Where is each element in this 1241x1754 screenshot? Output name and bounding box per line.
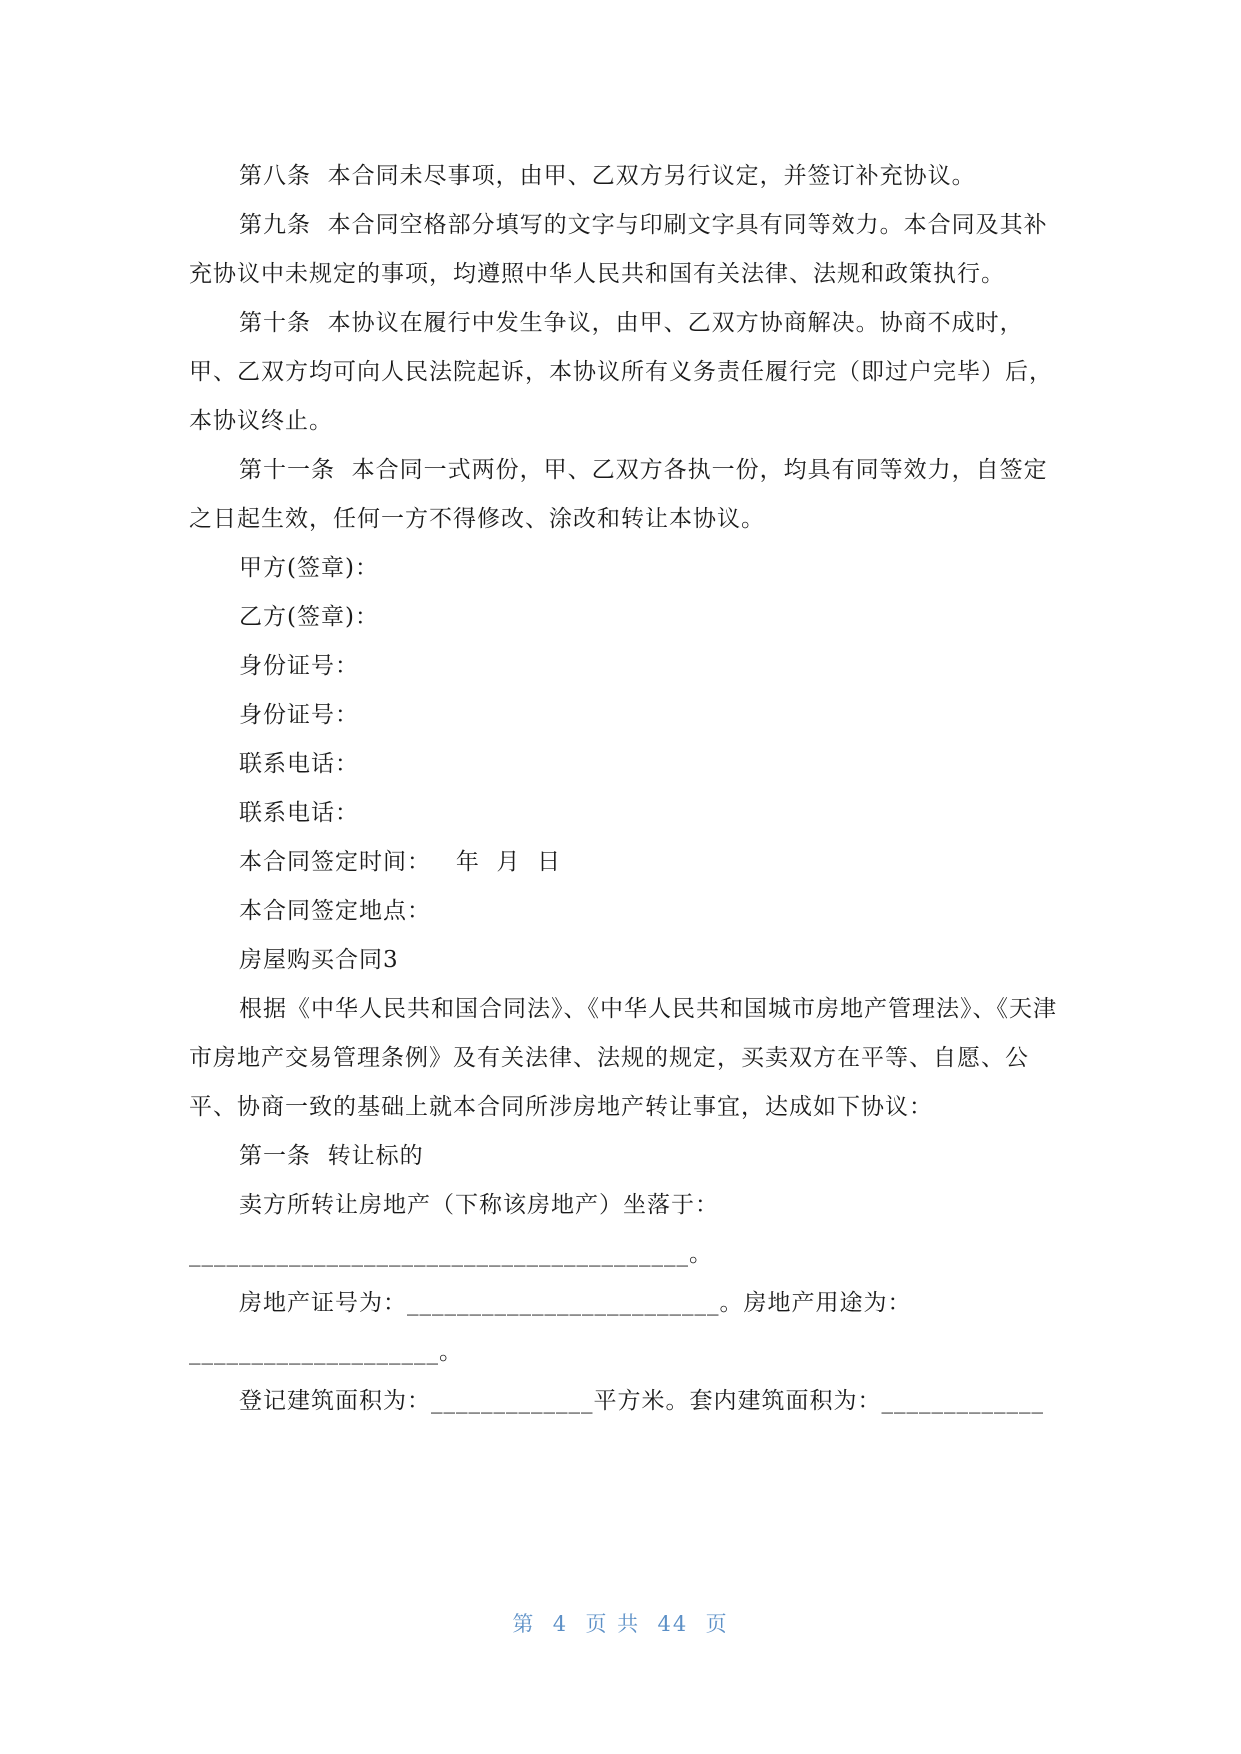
certificate-and-use-line: 房地产证号为：_________________________。房地产用途为：____________________。 — [189, 1290, 912, 1365]
signing-place-line: 本合同签定地点： — [239, 898, 431, 924]
page-number-footer: 第 4 页 共 44 页 — [512, 1612, 729, 1636]
document-body — [189, 152, 1059, 1426]
article-8-paragraph: 第八条 本合同未尽事项，由甲、乙双方另行议定，并签订补充协议。 — [239, 163, 976, 189]
signing-date-line: 本合同签定时间： 年 月 日 — [239, 849, 562, 875]
property-location-label: 卖方所转让房地产（下称该房地产）坐落于： — [239, 1192, 719, 1218]
section-heading: 房屋购买合同3 — [239, 947, 399, 973]
article-10-paragraph: 第十条 本协议在履行中发生争议，由甲、乙双方协商解决。协商不成时，甲、乙双方均可向人民法院起诉，本协议所有义务责任履行完（即过户完毕）后，本协议终止。 — [189, 310, 1053, 434]
article-1-heading: 第一条 转让标的 — [239, 1143, 424, 1169]
preamble-paragraph: 根据《中华人民共和国合同法》、《中华人民共和国城市房地产管理法》、《天津市房地产交易管理条例》及有关法律、法规的规定，买卖双方在平等、自愿、公平、协商一致的基础上就本合同所涉房地产转让事宜，达成如下协议： — [189, 996, 1057, 1120]
party-b-signature-line: 乙方(签章)： — [239, 604, 379, 630]
id-number-line: 身份证号： — [239, 653, 359, 679]
party-a-signature-line: 甲方(签章)： — [239, 555, 379, 581]
article-9-paragraph: 第九条 本合同空格部分填写的文字与印刷文字具有同等效力。本合同及其补充协议中未规定的事项，均遵照中华人民共和国有关法律、法规和政策执行。 — [189, 212, 1048, 287]
phone-line: 联系电话： — [239, 751, 359, 777]
phone-line: 联系电话： — [239, 800, 359, 826]
id-number-line: 身份证号： — [239, 702, 359, 728]
article-11-paragraph: 第十一条 本合同一式两份，甲、乙双方各执一份，均具有同等效力，自签定之日起生效，任何一方不得修改、涂改和转让本协议。 — [189, 457, 1048, 532]
area-line: 登记建筑面积为：_____________平方米。套内建筑面积为：_____________ — [239, 1388, 1044, 1414]
property-location-blank: ________________________________________。 — [189, 1241, 713, 1267]
